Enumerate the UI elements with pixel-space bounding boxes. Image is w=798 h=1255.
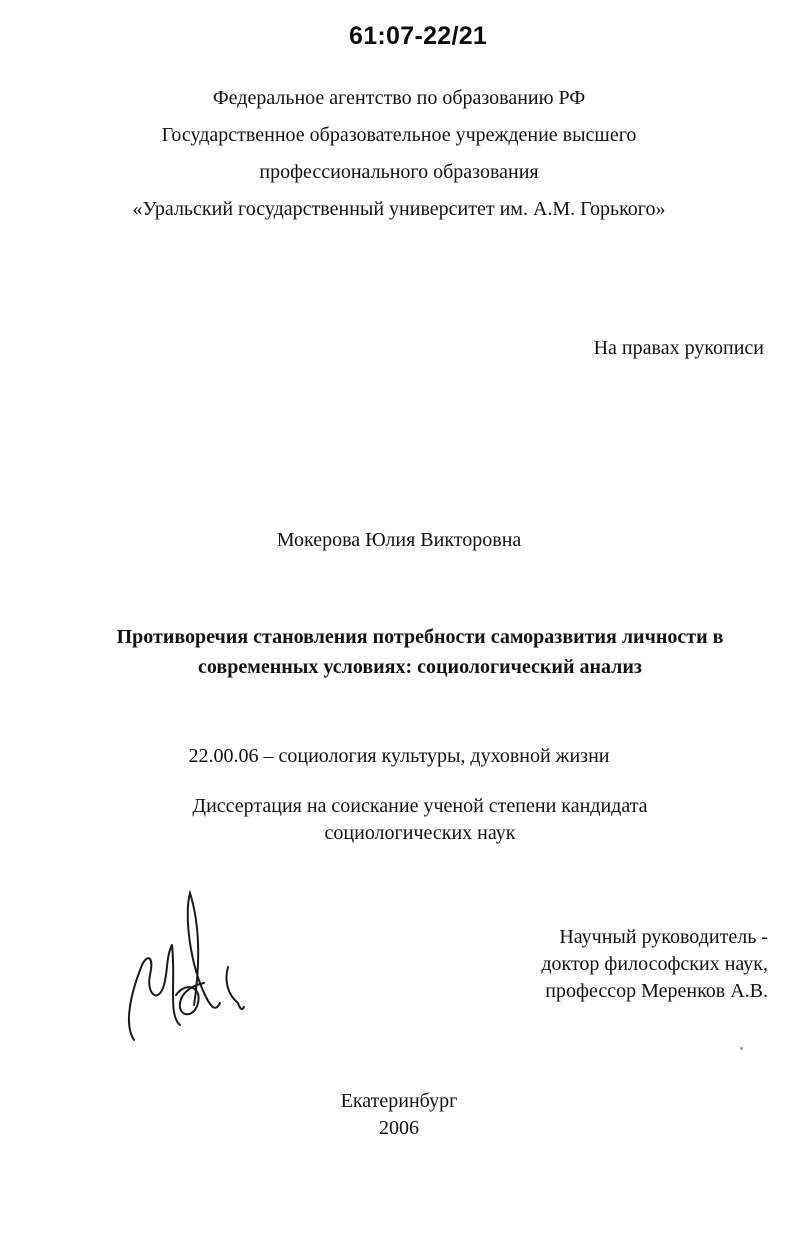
- degree-statement-line-1: Диссертация на соискание ученой степени кандидата: [192, 795, 648, 817]
- supervisor-line-1: Научный руководитель -: [559, 926, 768, 948]
- degree-statement: [150, 793, 690, 847]
- manuscript-note: На правах рукописи: [593, 337, 764, 359]
- author-name: Мокерова Юлия Викторовна: [276, 529, 522, 551]
- institution-line-4: «Уральский государственный университет им. А.М. Горького»: [132, 198, 666, 220]
- institution-block: [0, 80, 798, 228]
- degree-statement-line-2: социологических наук: [324, 822, 516, 844]
- scan-speck: [740, 1047, 743, 1050]
- dissertation-title: Противоречия становления потребности саморазвития личности в современных условиях: социологический анализ: [116, 626, 724, 678]
- archive-stamp-code: 61:07-22/21: [349, 22, 488, 50]
- specialty-code: 22.00.06 – социология культуры, духовной жизни: [188, 745, 610, 767]
- year: 2006: [379, 1117, 419, 1139]
- place-city: Екатеринбург: [340, 1090, 458, 1112]
- institution-line-2: Государственное образовательное учреждение высшего: [161, 124, 637, 146]
- supervisor-line-2: доктор философских наук,: [541, 953, 768, 975]
- place-year-block: [0, 1088, 798, 1142]
- supervisor-line-3: профессор Меренков А.В.: [545, 980, 768, 1002]
- institution-line-1: Федеральное агентство по образованию РФ: [212, 87, 586, 109]
- handwritten-signature: [120, 885, 260, 1065]
- supervisor-block: [541, 924, 768, 1005]
- institution-line-3: профессионального образования: [259, 161, 539, 183]
